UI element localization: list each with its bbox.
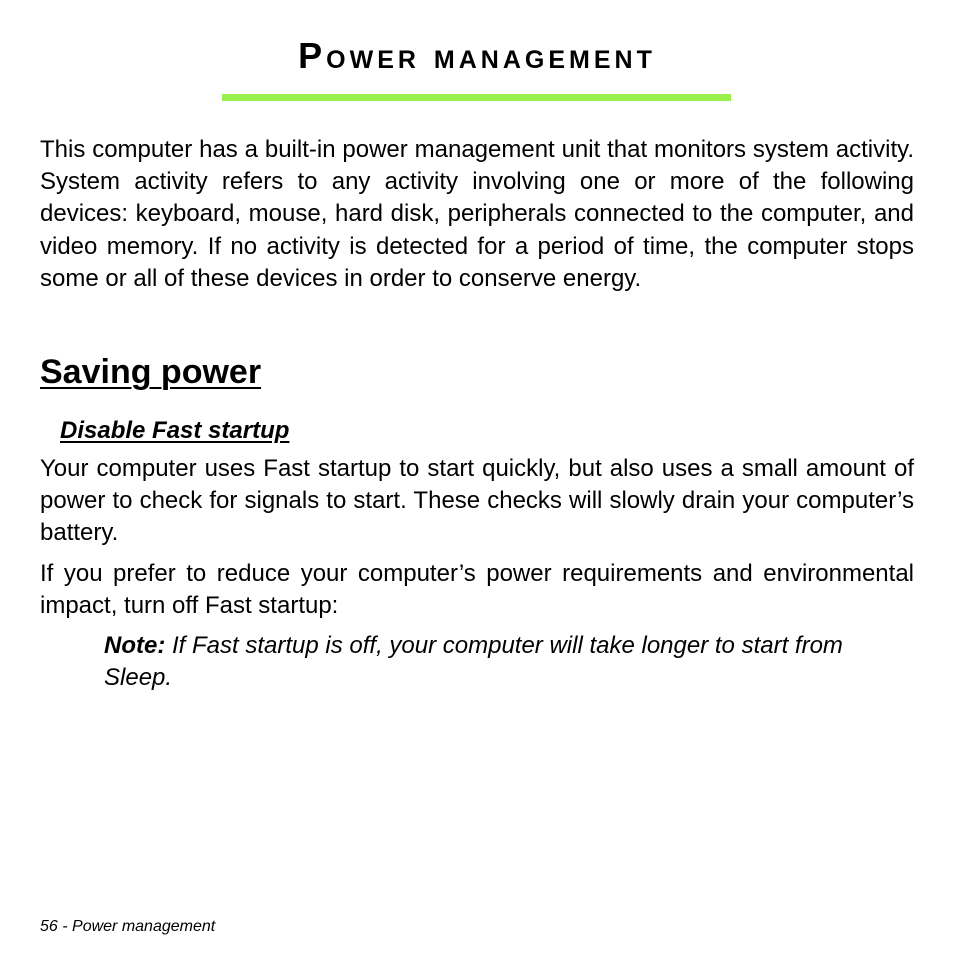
- reduce-power-paragraph: If you prefer to reduce your computer’s power requirements and environmental impact, turn off Fast startup:: [40, 560, 914, 620]
- page-footer: 56 - Power management: [40, 918, 216, 935]
- note-text: If Fast startup is off, your computer will take longer to start from Sleep.: [104, 632, 843, 692]
- section-heading: Saving power: [40, 353, 262, 391]
- page-title: Power management: [298, 35, 656, 76]
- subsection-heading: Disable Fast startup: [60, 417, 290, 444]
- title-underline-bar: [222, 94, 731, 101]
- fast-startup-paragraph: Your computer uses Fast startup to start quickly, but also uses a small amount of power to check for signals to start. These checks will slowly drain your computer’s battery.: [40, 455, 914, 547]
- note-label: Note:: [104, 632, 166, 659]
- note-block: [104, 630, 914, 694]
- intro-paragraph: This computer has a built-in power management unit that monitors system activity. System activity refers to any activity involving one or more of the following devices: keyboard, mouse, hard disk, peripherals connected to the computer, and video memory. If no activity is detected for a period of time, the computer stops some or all of these devices in order to conserve energy.: [40, 136, 914, 292]
